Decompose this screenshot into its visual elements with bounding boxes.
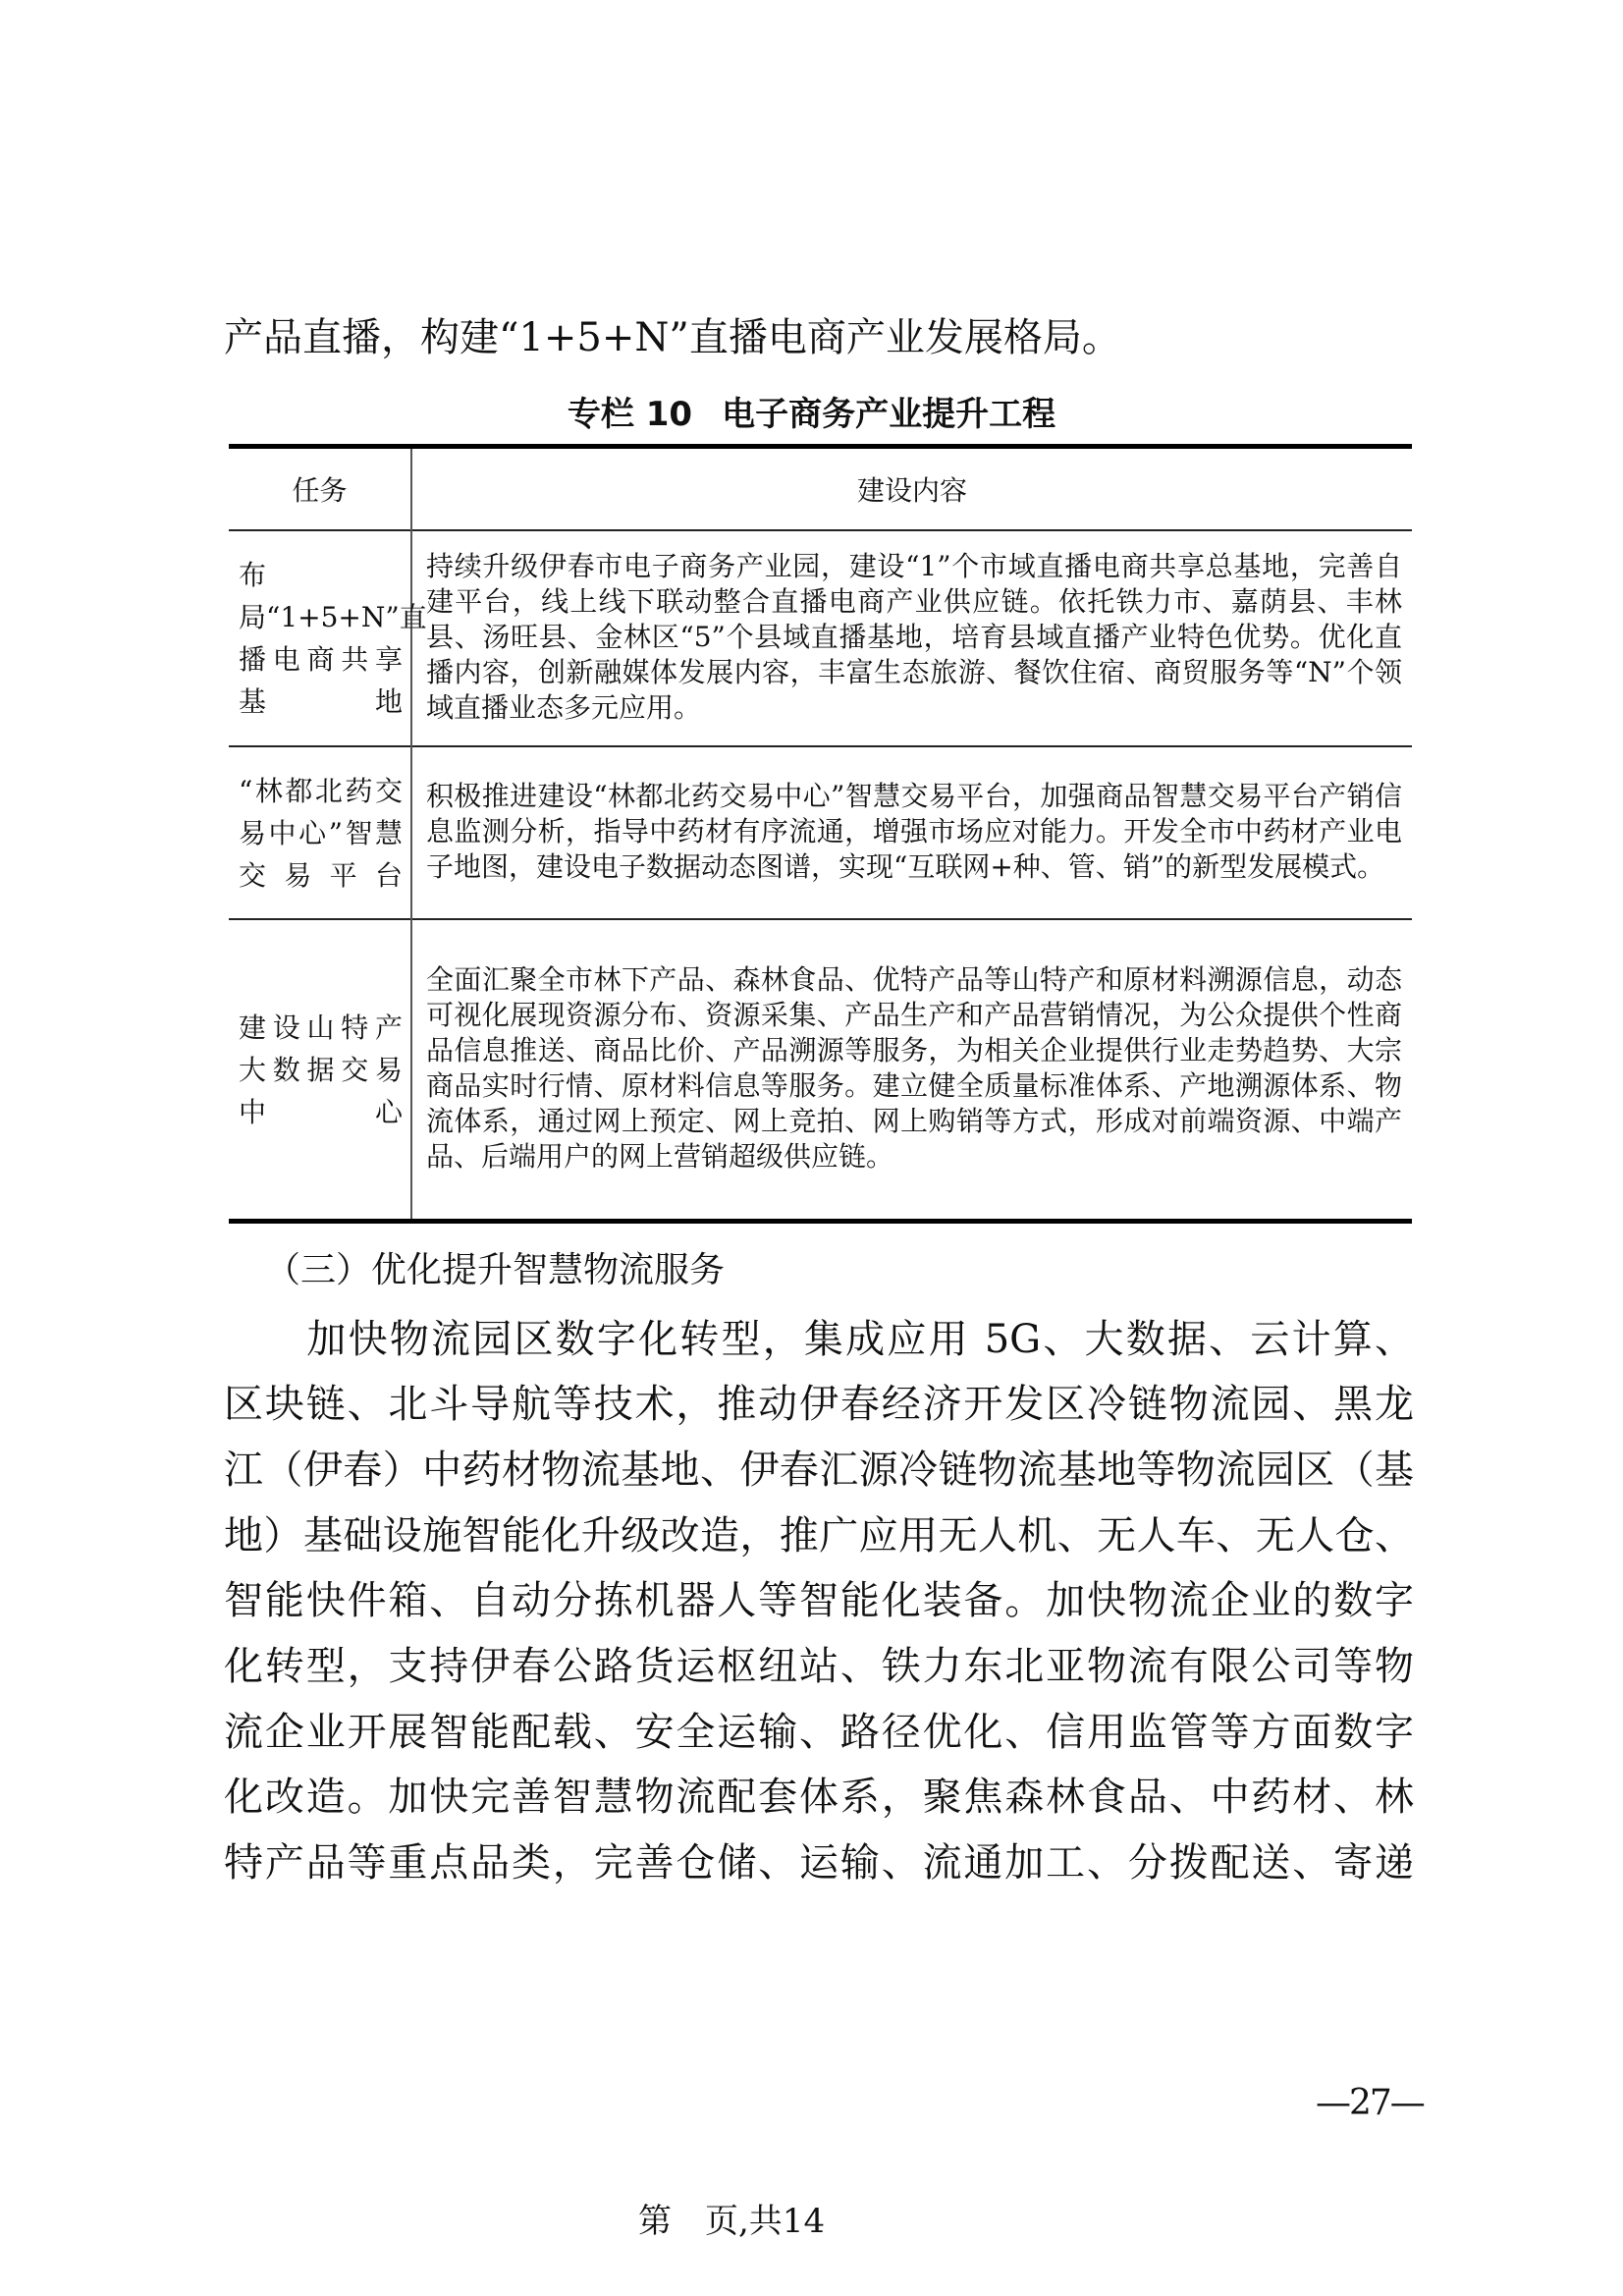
- table-caption: [0, 393, 1623, 436]
- paragraph-line: 特产品等重点品类，完善仓储、运输、流通加工、分拨配送、寄递: [224, 1840, 1414, 1886]
- paragraph-line: 地）基础设施智能化升级改造，推广应用无人机、无人车、无人仓、: [224, 1513, 1414, 1558]
- paragraph-line: 化改造。加快完善智慧物流配套体系，聚焦森林食品、中药材、林: [224, 1775, 1414, 1820]
- page-number: —27—: [1316, 2083, 1424, 2123]
- project-table: [229, 444, 1412, 1224]
- content-cell: 全面汇聚全市林下产品、森林食品、优特产品等山特产和原材料溯源信息，动态可视化展现资源分布、资源采集、产品生产和产品营销情况，为公众提供个性商品信息推送、商品比价、产品溯源等服务，为相关企业提供行业走势趋势、大宗商品实时行情、原材料信息等服务。建立健全质量标准体系、产地溯源体系、物流体系，通过网上预定、网上竞拍、网上购销等方式，形成对前端资源、中端产品、后端用户的网上营销超级供应链。: [411, 919, 1412, 1222]
- table-row: [229, 919, 1412, 1222]
- task-cell: 布 局“1+5+N”直播电商共享基地: [229, 530, 411, 746]
- task-cell: 建设山特产大数据交易中心: [229, 919, 411, 1222]
- paragraph-line: 加快物流园区数字化转型，集成应用 5G、大数据、云计算、: [224, 1317, 1414, 1362]
- table-row: [229, 746, 1412, 919]
- page-footer: 第 页,共14: [638, 2202, 826, 2241]
- header-task: 任务: [229, 447, 411, 531]
- header-content: 建设内容: [411, 447, 1412, 531]
- paragraph-line: 区块链、北斗导航等技术，推动伊春经济开发区冷链物流园、黑龙: [224, 1382, 1414, 1427]
- content-cell: 持续升级伊春市电子商务产业园，建设“1”个市域直播电商共享总基地，完善自建平台，线上线下联动整合直播电商产业供应链。依托铁力市、嘉荫县、丰林县、汤旺县、金林区“5”个县域直播基地，培育县域直播产业特色优势。优化直播内容，创新融媒体发展内容，丰富生态旅游、餐饮住宿、商贸服务等“N”个领域直播业态多元应用。: [411, 530, 1412, 746]
- paragraph-line: 江（伊春）中药材物流基地、伊春汇源冷链物流基地等物流园区（基: [224, 1448, 1414, 1493]
- table-caption-title: 电子商务产业提升工程: [722, 395, 1056, 434]
- table-caption-number: 专栏 10: [567, 395, 693, 434]
- table-row: [229, 530, 1412, 746]
- paragraph-line: 智能快件箱、自动分拣机器人等智能化装备。加快物流企业的数字: [224, 1578, 1414, 1623]
- content-cell: 积极推进建设“林都北药交易中心”智慧交易平台，加强商品智慧交易平台产销信息监测分析，指导中药材有序流通，增强市场应对能力。开发全市中药材产业电子地图，建设电子数据动态图谱，实现“互联网+种、管、销”的新型发展模式。: [411, 746, 1412, 919]
- paragraph-line: 化转型，支持伊春公路货运枢纽站、铁力东北亚物流有限公司等物: [224, 1644, 1414, 1689]
- lead-paragraph-line: 产品直播，构建“1+5+N”直播电商产业发展格局。: [224, 315, 1121, 360]
- section-heading: （三）优化提升智慧物流服务: [265, 1250, 726, 1290]
- paragraph-line: 流企业开展智能配载、安全运输、路径优化、信用监管等方面数字: [224, 1710, 1414, 1755]
- task-cell: “林都北药交易中心”智慧交易平台: [229, 746, 411, 919]
- table-header-row: [229, 447, 1412, 531]
